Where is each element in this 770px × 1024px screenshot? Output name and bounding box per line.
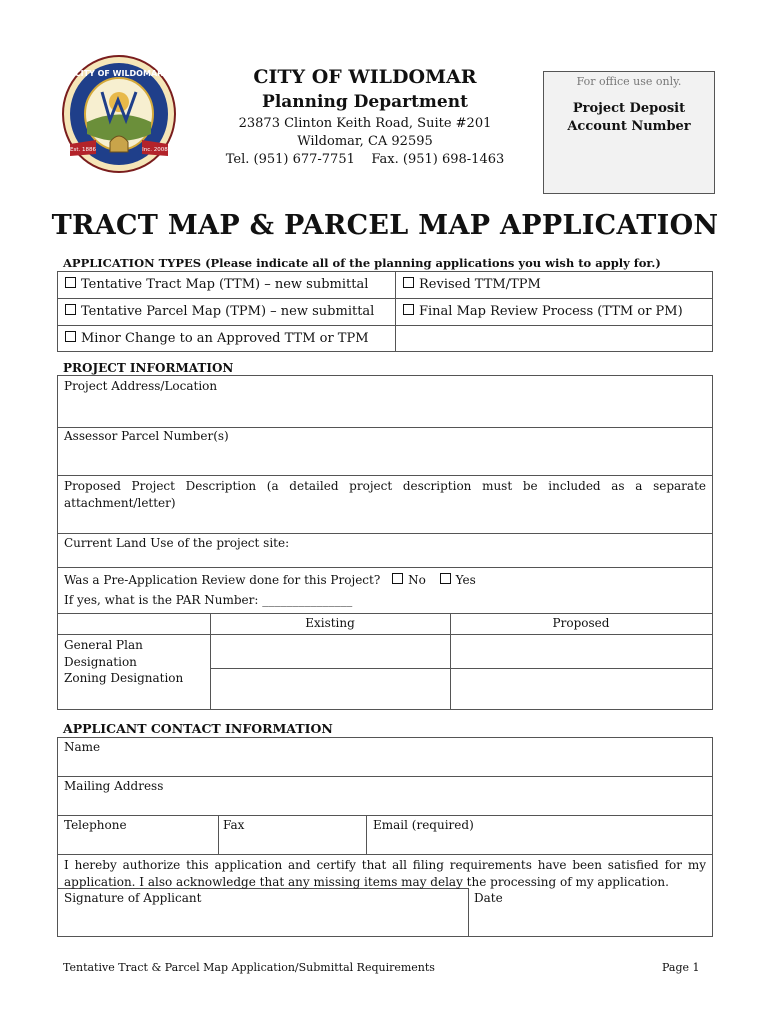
general-plan-label <box>64 637 143 671</box>
signature-field[interactable]: Signature of Applicant <box>64 891 202 905</box>
project-info-table <box>57 375 713 710</box>
gp-line2: Designation <box>64 655 137 669</box>
col-proposed: Proposed <box>552 616 610 630</box>
option-label: Tentative Parcel Map (TPM) – new submittal <box>81 304 375 319</box>
option-label: Revised TTM/TPM <box>419 277 541 292</box>
option-label: Final Map Review Process (TTM or PM) <box>419 304 683 319</box>
checkbox-final-map[interactable] <box>403 304 683 319</box>
checkbox-icon[interactable] <box>65 277 76 288</box>
office-use-box <box>543 71 715 194</box>
no-label: No <box>408 573 426 587</box>
seal-inc-text: Inc. 2008 <box>142 147 168 153</box>
checkbox-tpm-new[interactable] <box>65 304 374 319</box>
checkbox-minor-change[interactable] <box>65 331 369 346</box>
authorization-statement: I hereby authorize this application and certify that all filing requirements have been satisfied for my application. I also acknowledge that any missing items may delay the processing of my application. <box>64 858 706 889</box>
checkbox-icon[interactable] <box>65 304 76 315</box>
telephone-field[interactable]: Telephone <box>64 818 127 832</box>
project-address-field[interactable]: Project Address/Location <box>64 379 218 393</box>
checkbox-icon[interactable] <box>403 304 414 315</box>
deposit-label-line1: Project Deposit <box>572 101 686 116</box>
address-line-1: 23873 Clinton Keith Road, Suite #201 <box>238 116 492 131</box>
project-deposit-label <box>544 100 714 136</box>
checkbox-ttm-new[interactable] <box>65 277 368 292</box>
checkbox-revised-ttm[interactable] <box>403 277 541 292</box>
land-use-field[interactable]: Current Land Use of the project site: <box>64 536 290 550</box>
gp-line1: General Plan <box>64 638 143 652</box>
city-name: CITY OF WILDOMAR <box>253 66 477 88</box>
col-existing: Existing <box>305 616 355 630</box>
option-label: Tentative Tract Map (TTM) – new submittal <box>81 277 369 292</box>
applicant-table <box>57 737 713 937</box>
checkbox-icon[interactable] <box>65 331 76 342</box>
application-types-heading: APPLICATION TYPES (Please indicate all of the planning applications you wish to apply for.) <box>63 256 661 270</box>
par-number-field[interactable]: If yes, what is the PAR Number: _______________ <box>64 593 353 607</box>
date-field[interactable]: Date <box>474 891 503 905</box>
apn-field[interactable]: Assessor Parcel Number(s) <box>64 429 229 443</box>
page-number: Page 1 <box>662 961 700 974</box>
mailing-address-field[interactable]: Mailing Address <box>64 779 164 793</box>
checkbox-icon[interactable] <box>440 573 451 584</box>
office-use-note: For office use only. <box>576 75 682 88</box>
deposit-label-line2: Account Number <box>567 119 691 134</box>
address-line-2: Wildomar, CA 92595 <box>297 134 433 149</box>
pre-app-question <box>64 573 476 587</box>
checkbox-icon[interactable] <box>403 277 414 288</box>
yes-label: Yes <box>455 573 476 587</box>
project-description-field[interactable]: Proposed Project Description (a detailed project description must be included as a separate attachment/letter) <box>64 479 706 510</box>
form-title: TRACT MAP & PARCEL MAP APPLICATION <box>51 210 719 241</box>
option-label: Minor Change to an Approved TTM or TPM <box>81 331 369 346</box>
fax-field[interactable]: Fax <box>223 818 245 832</box>
pre-app-label: Was a Pre-Application Review done for this Project? <box>64 573 381 587</box>
seal-est-text: Est. 1886 <box>70 147 96 153</box>
seal-text: CITY OF WILDOMAR <box>74 69 164 78</box>
applicant-heading: APPLICANT CONTACT INFORMATION <box>63 721 333 736</box>
checkbox-yes[interactable] <box>440 573 476 587</box>
project-info-heading: PROJECT INFORMATION <box>63 361 234 375</box>
checkbox-icon[interactable] <box>392 573 403 584</box>
department-name: Planning Department <box>262 92 468 112</box>
phone-fax-line: Tel. (951) 677-7751 Fax. (951) 698-1463 <box>225 152 505 167</box>
application-types-table <box>57 271 713 352</box>
checkbox-no[interactable] <box>392 573 426 587</box>
footer-title: Tentative Tract & Parcel Map Application/Submittal Requirements <box>63 961 435 974</box>
city-seal-logo <box>60 52 178 192</box>
zoning-label: Zoning Designation <box>64 671 184 685</box>
name-field[interactable]: Name <box>64 740 101 754</box>
email-field[interactable]: Email (required) <box>373 818 474 832</box>
